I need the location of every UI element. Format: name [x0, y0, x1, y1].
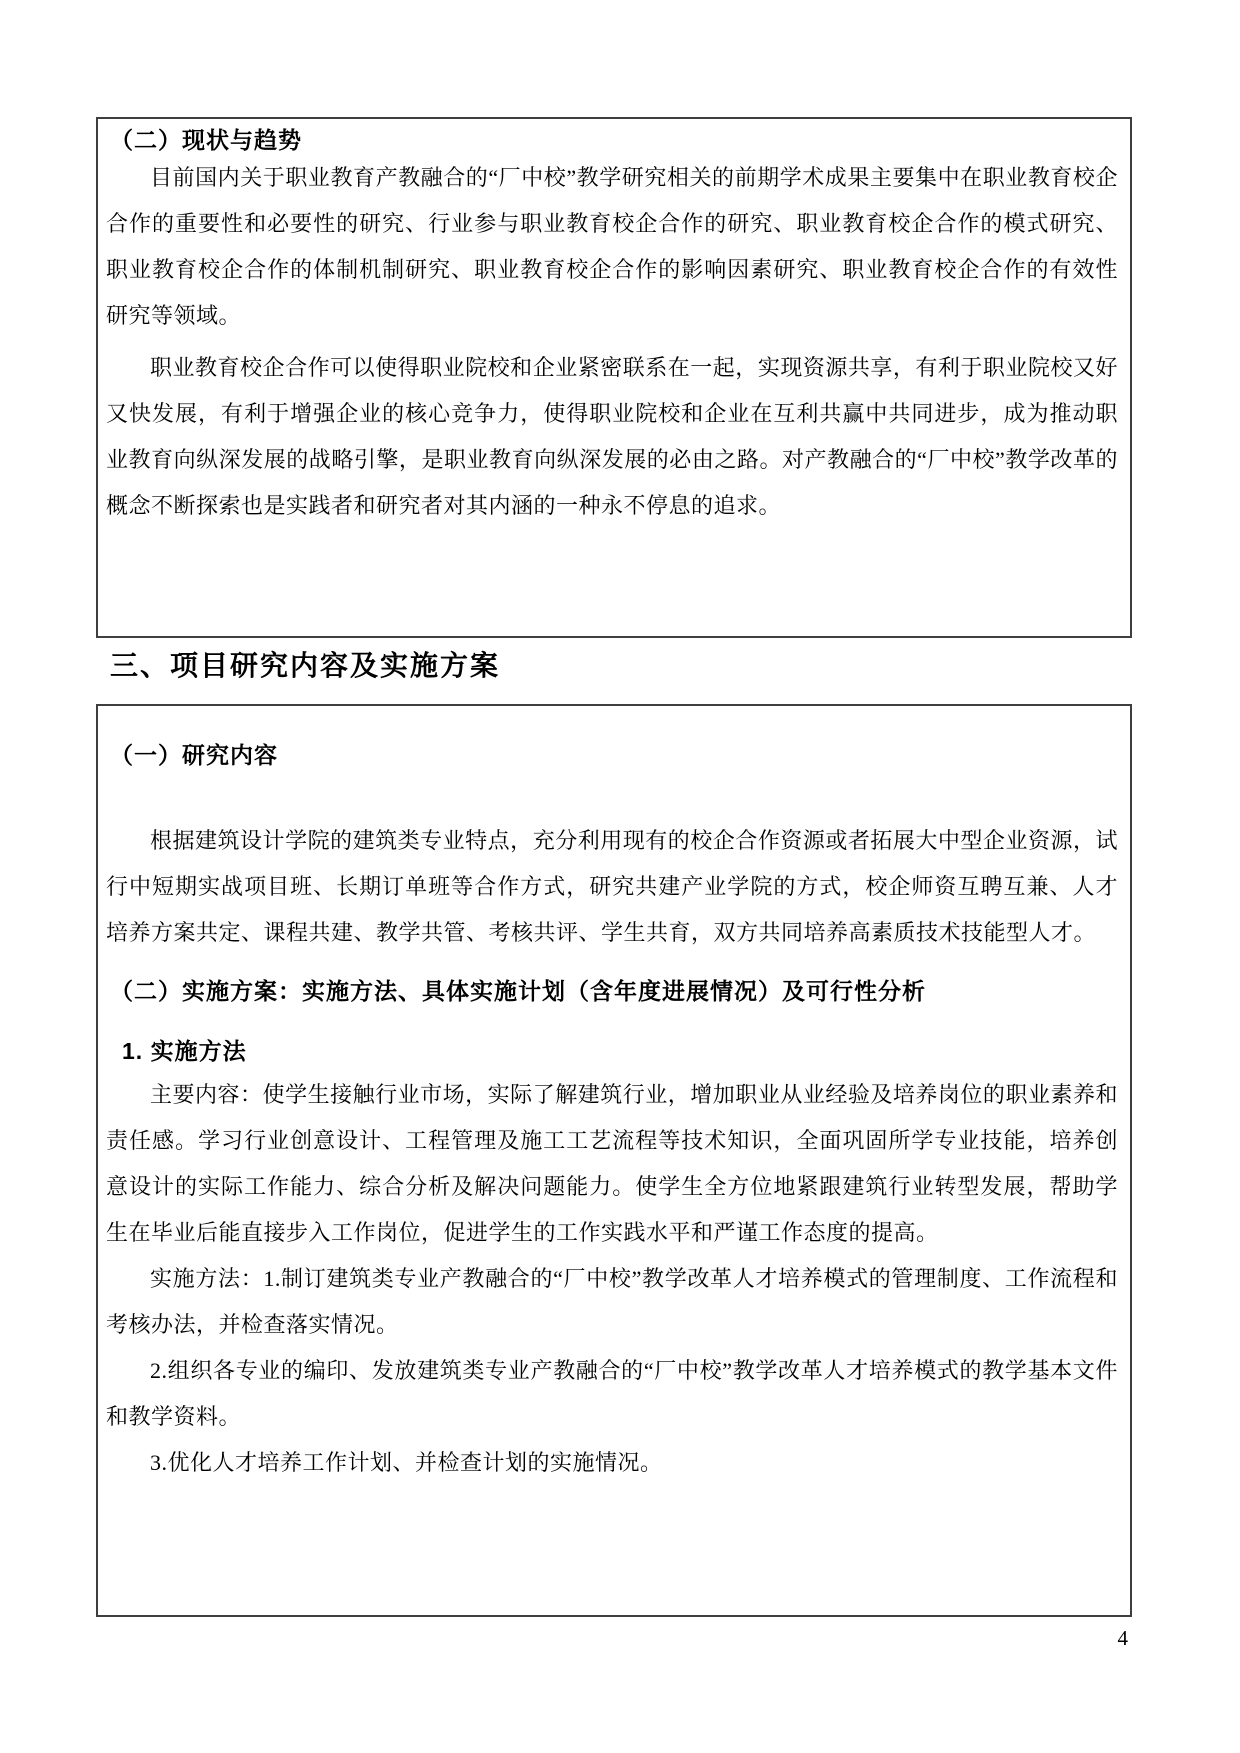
research-content-heading: （一）研究内容 — [110, 742, 278, 768]
status-trends-paragraph-2: 职业教育校企合作可以使得职业院校和企业紧密联系在一起，实现资源共享，有利于职业院校又好又快发展，有利于增强企业的核心竞争力，使得职业院校和企业在互利共赢中共同进步，成为推动职业教育向纵深发展的战略引擎，是职业教育向纵深发展的必由之路。对产教融合的“厂中校”教学改革的概念不断探索也是实践者和研究者对其内涵的一种永不停息的追求。 — [106, 355, 1118, 518]
section3-title: 三、项目研究内容及实施方案 — [110, 650, 501, 681]
page-number: 4 — [1117, 1626, 1128, 1650]
method-main-content-paragraph: 主要内容：使学生接触行业市场，实际了解建筑行业，增加职业从业经验及培养岗位的职业素养和责任感。学习行业创意设计、工程管理及施工工艺流程等技术知识，全面巩固所学专业技能，培养创意设计的实际工作能力、综合分析及解决问题能力。使学生全方位地紧跟建筑行业转型发展，帮助学生在毕业后能直接步入工作岗位，促进学生的工作实践水平和严谨工作态度的提高。 — [106, 1082, 1118, 1245]
status-trends-paragraph-1: 目前国内关于职业教育产教融合的“厂中校”教学研究相关的前期学术成果主要集中在职业教育校企合作的重要性和必要性的研究、行业参与职业教育校企合作的研究、职业教育校企合作的模式研究、职业教育校企合作的体制机制研究、职业教育校企合作的影响因素研究、职业教育校企合作的有效性研究等领域。 — [106, 165, 1118, 328]
method-step-2-paragraph: 2.组织各专业的编印、发放建筑类专业产教融合的“厂中校”教学改革人才培养模式的教学基本文件和教学资料。 — [106, 1358, 1118, 1429]
implementation-plan-heading: （二）实施方案：实施方法、具体实施计划（含年度进展情况）及可行性分析 — [110, 978, 926, 1004]
status-trends-box — [96, 117, 1132, 638]
research-content-paragraph: 根据建筑设计学院的建筑类专业特点，充分利用现有的校企合作资源或者拓展大中型企业资源，试行中短期实战项目班、长期订单班等合作方式，研究共建产业学院的方式，校企师资互聘互兼、人才培养方案共定、课程共建、教学共管、考核共评、学生共育，双方共同培养高素质技术技能型人才。 — [106, 828, 1118, 945]
research-implementation-box — [96, 704, 1132, 1617]
method-heading: 1. 实施方法 — [122, 1038, 247, 1064]
status-trends-heading: （二）现状与趋势 — [110, 127, 302, 153]
method-step-3-paragraph: 3.优化人才培养工作计划、并检查计划的实施情况。 — [150, 1450, 663, 1475]
method-step-1-paragraph: 实施方法：1.制订建筑类专业产教融合的“厂中校”教学改革人才培养模式的管理制度、工作流程和考核办法，并检查落实情况。 — [106, 1266, 1118, 1337]
